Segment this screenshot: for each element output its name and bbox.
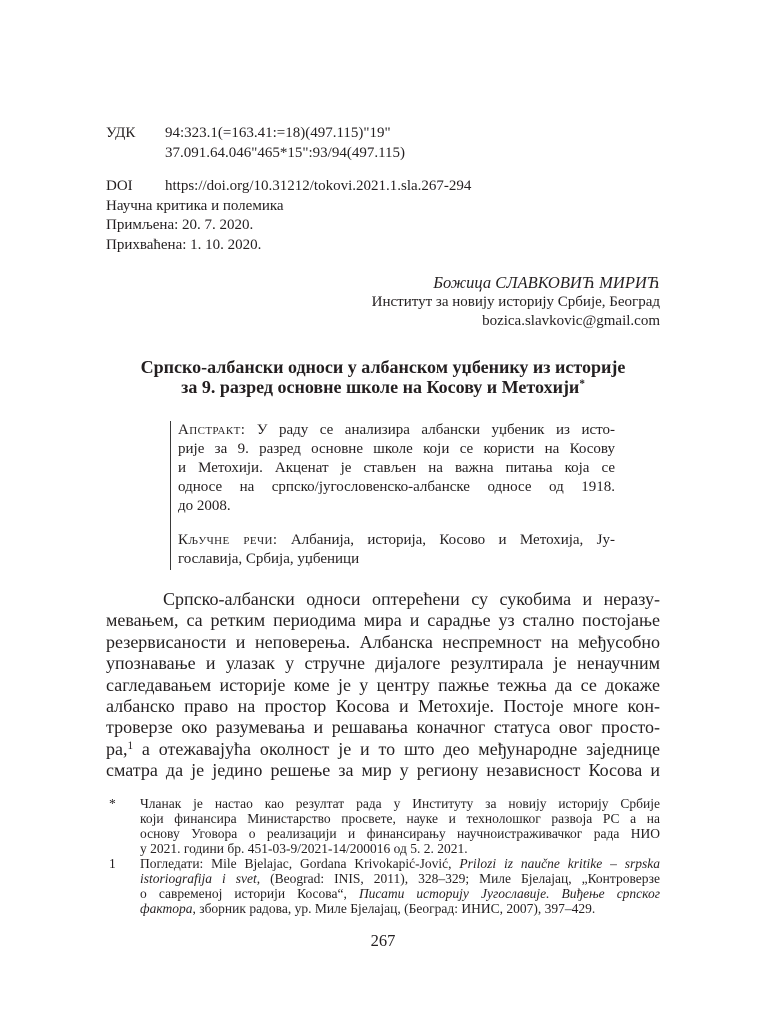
keywords-line — [178, 531, 615, 550]
author-name: Божица СЛАВКОВИЋ МИРИЋ — [433, 273, 660, 292]
body-paragraph — [106, 589, 660, 782]
footnote-line — [140, 886, 660, 901]
keywords-label: Кључне речи: — [178, 532, 278, 548]
footnote-line — [140, 871, 660, 886]
author-affiliation: Институт за новију историју Србије, Београд — [371, 293, 660, 310]
doi-link[interactable]: https://doi.org/10.31212/tokovi.2021.1.sla.267-294 — [165, 178, 472, 194]
body-line: албанско право на простор Косова и Метохије. Постоје многе кон- — [106, 696, 660, 717]
udc-code-line: 94:323.1(=163.41:=18)(497.115)"19" — [165, 125, 391, 141]
abstract-rule — [170, 421, 171, 570]
footnote-text: о савременој историји Косова“, — [140, 885, 347, 901]
abstract-line — [178, 421, 615, 440]
publication-info — [106, 177, 586, 255]
body-line-text: ра, — [106, 738, 128, 759]
footnote-text: , зборник радова, ур. Миле Бјелајац, (Београд: ИНИС, 2007), 397–429. — [192, 900, 596, 916]
footnote-line: основу Уговора о реализацији и финансирању научноистраживачког рада НИО — [140, 825, 660, 841]
abstract-line: до 2008. — [178, 497, 231, 514]
footnote-italic-text: istoriografija i svet — [140, 870, 257, 886]
title-footnote-mark: * — [579, 377, 585, 390]
title-line-text: за 9. разред основне школе на Косову и Метохији — [181, 376, 580, 397]
footnote-line — [140, 901, 660, 916]
footnote-ref-1: 1 — [127, 739, 134, 752]
body-line: Српско-албански односи оптерећени су сукобима и неразу- — [163, 589, 660, 609]
article-title — [106, 358, 660, 397]
page-number: 267 — [370, 931, 396, 950]
udc-row — [106, 123, 586, 163]
body-line: троверзе око разумевања и решавања коначног статуса овог просто- — [106, 717, 660, 738]
abstract-line: рије за 9. разред основне школе који се користи на Косову — [178, 440, 615, 457]
footnote-line: који финансира Министарство просвете, науке и технолошког развоја РС а на — [140, 810, 660, 826]
doi-label: DOI — [106, 178, 133, 194]
footnote-italic-text: Писати историју Југославије. Виђење српског — [358, 885, 660, 901]
keywords-line-text: Албанија, историја, Косово и Метохија, Ју- — [290, 532, 615, 548]
body-line-text: а отежавајућа околност је и то што део међународне заједнице — [141, 738, 661, 759]
abstract-line: односе на српско/југословенско-албанске односе од 1918. — [178, 478, 615, 495]
footnote-marker: 1 — [109, 855, 116, 871]
keywords-line: гославија, Србија, уџбеници — [178, 551, 360, 567]
title-line — [106, 378, 660, 398]
body-line: упознавање и улазак у стручне дијалоге резултирала је ненаучним — [106, 653, 660, 674]
abstract — [178, 421, 615, 516]
footnote-italic-text: Prilozi iz naučne kritike – srpska — [459, 855, 661, 871]
footnote-line: у 2021. години бр. 451-03-9/2021-14/200016 од 5. 2. 2021. — [140, 840, 468, 856]
footnote-funding — [109, 795, 660, 856]
doi-row — [106, 177, 586, 197]
received-date: Примљена: 20. 7. 2020. — [106, 217, 254, 233]
accepted-date: Прихваћена: 1. 10. 2020. — [106, 236, 262, 253]
footnote-text: Погледати: Mile Bjelajac, Gordana Krivokapić-Jović, — [140, 855, 452, 871]
footnote-1 — [109, 855, 661, 916]
author-email[interactable]: bozica.slavkovic@gmail.com — [482, 313, 660, 329]
abstract-label: Апстракт: — [178, 421, 246, 438]
title-line: Српско-албански односи у албанском уџбенику из историје — [140, 357, 626, 377]
footnote-italic-text: фактора — [140, 900, 193, 916]
body-line: сагледавањем историје коме је у центру пажње тежња да се докаже — [106, 674, 660, 695]
footnote-marker: * — [109, 795, 116, 811]
body-line: мевањем, са ретким периодима мира и сарадње уз стално постојање — [106, 610, 660, 631]
author-block — [106, 273, 660, 332]
article-category: Научна критика и полемика — [106, 197, 284, 214]
body-line: сматра да је једино решење за мир у региону независност Косова и — [106, 760, 660, 781]
footnote-line: Чланак је настао као резултат рада у Институту за новију историју Србије — [140, 795, 660, 811]
keywords — [178, 531, 615, 569]
footnote-text: , (Beograd: INIS, 2011), 328–329; Миле Бјелајац, „Контроверзе — [256, 870, 660, 886]
udc-block — [106, 123, 586, 163]
abstract-line: и Метохији. Акценат је стављен на важна питања која се — [178, 459, 615, 476]
abstract-line-text: У раду се анализира албански уџбеник из исто- — [256, 421, 616, 438]
footnotes — [109, 795, 661, 916]
udc-label: УДК — [106, 125, 136, 141]
body-line — [106, 739, 660, 760]
footnote-line — [140, 856, 660, 871]
udc-code-line: 37.091.64.046"465*15":93/94(497.115) — [165, 145, 406, 161]
body-line: резервисаности и неповерења. Албанска неспремност на међусобно — [106, 631, 660, 652]
